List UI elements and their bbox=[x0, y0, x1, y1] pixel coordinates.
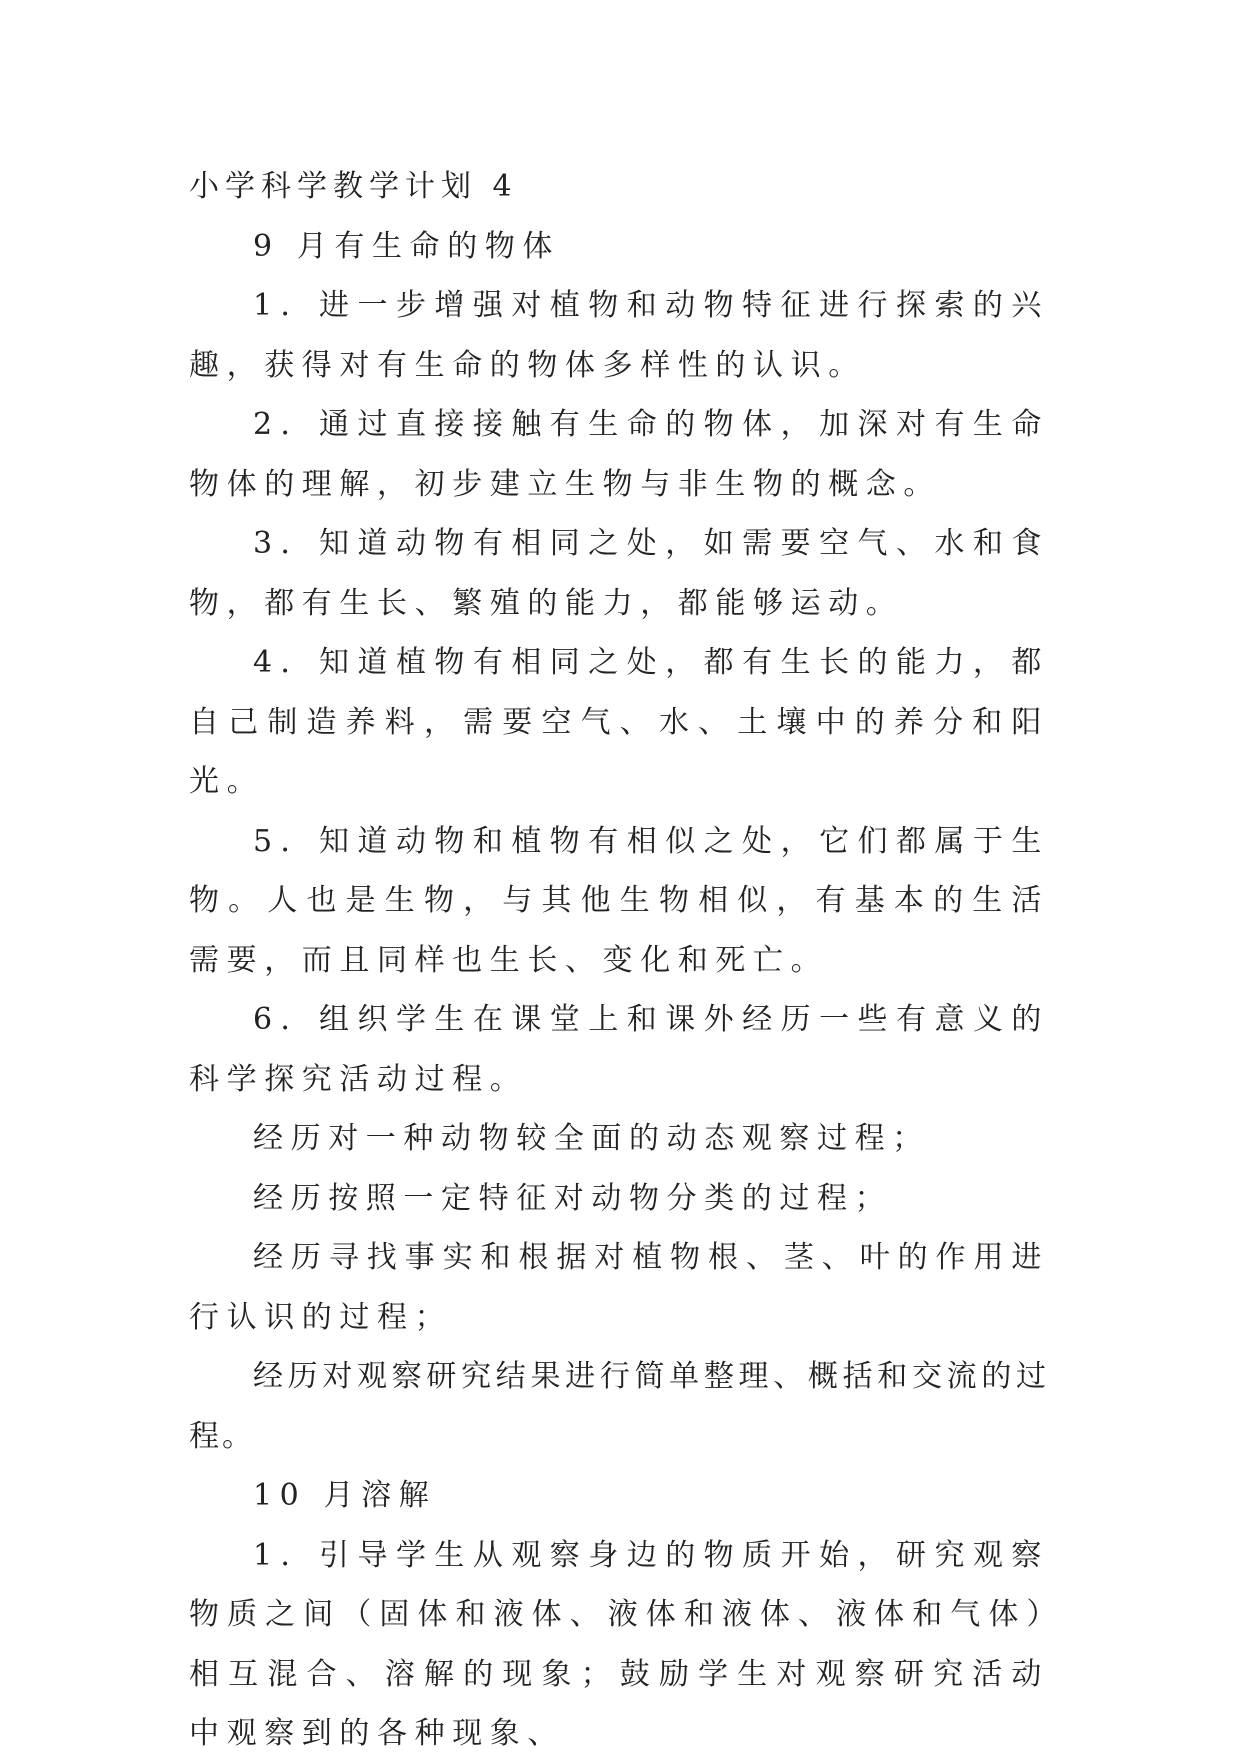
document-body bbox=[189, 157, 1049, 1764]
paragraph-item-6: 6．组织学生在课堂上和课外经历一些有意义的科学探究活动过程。 bbox=[189, 1002, 1049, 1097]
paragraph-experience-2: 经历按照一定特征对动物分类的过程； bbox=[253, 1180, 893, 1216]
paragraph-experience-4: 经历对观察研究结果进行简单整理、概括和交流的过程。 bbox=[189, 1359, 1049, 1454]
paragraph-october-item-1: 1．引导学生从观察身边的物质开始，研究观察物质之间（固体和液体、液体和液体、液体和气体）相互混合、溶解的现象；鼓励学生对观察研究活动中观察到的各种现象、 bbox=[189, 1537, 1049, 1751]
paragraph-experience-3: 经历寻找事实和根据对植物根、茎、叶的作用进行认识的过程； bbox=[189, 1240, 1049, 1335]
paragraph-item-2: 2．通过直接接触有生命的物体，加深对有生命物体的理解，初步建立生物与非生物的概念。 bbox=[189, 407, 1049, 502]
paragraph-experience-1: 经历对一种动物较全面的动态观察过程； bbox=[253, 1121, 930, 1156]
section-heading-september: 9 月有生命的物体 bbox=[253, 228, 561, 264]
document-title: 小学科学教学计划 4 bbox=[189, 169, 518, 204]
paragraph-item-5: 5．知道动物和植物有相似之处，它们都属于生物。人也是生物，与其他生物相似，有基本的生活需要，而且同样也生长、变化和死亡。 bbox=[189, 823, 1049, 978]
paragraph-item-4: 4．知道植物有相同之处，都有生长的能力，都自己制造养料，需要空气、水、土壤中的养分和阳光。 bbox=[189, 645, 1049, 799]
paragraph-item-3: 3．知道动物有相同之处，如需要空气、水和食物，都有生长、繁殖的能力，都能够运动。 bbox=[189, 526, 1049, 621]
section-heading-october: 10 月溶解 bbox=[253, 1478, 437, 1513]
paragraph-item-1: 1．进一步增强对植物和动物特征进行探索的兴趣，获得对有生命的物体多样性的认识。 bbox=[189, 288, 1049, 383]
